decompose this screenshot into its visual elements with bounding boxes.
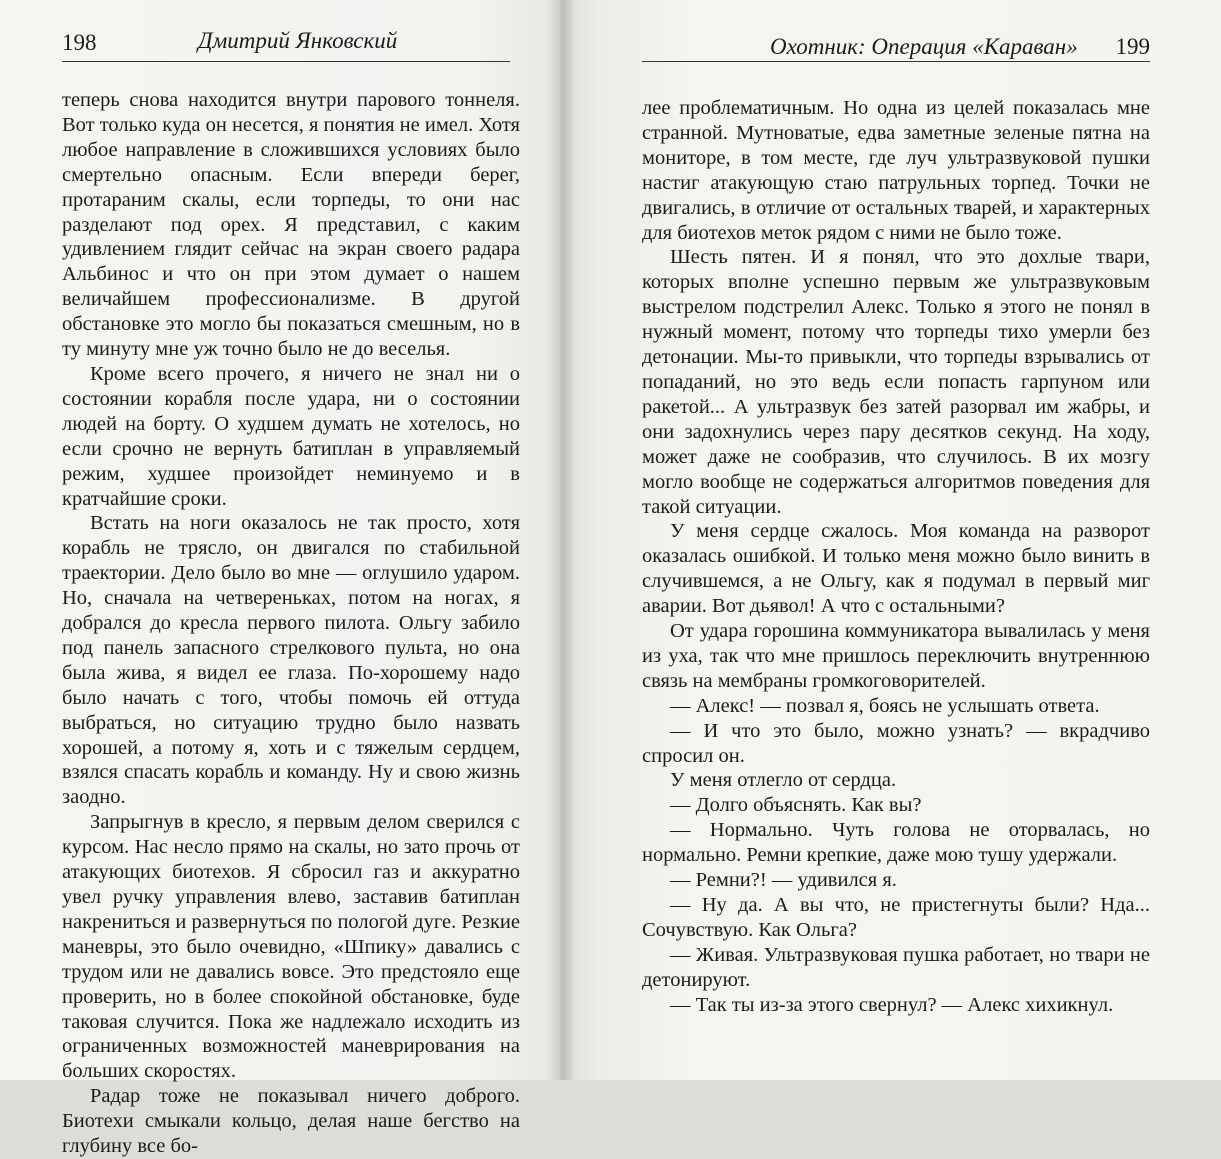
dialog-line: — И что это было, можно узнать? — вкрадчиво спросил он. <box>642 719 1150 767</box>
left-running-head <box>62 22 510 62</box>
right-running-head <box>642 22 1150 62</box>
left-page-number: 198 <box>62 30 97 55</box>
right-page <box>560 0 1221 1080</box>
paragraph: У меня отлегло от сердца. <box>670 769 897 792</box>
paragraph: лее проблематичным. Но одна из целей показалась мне странной. Мутноватые, едва заметные зеленые пятна на мониторе, в том месте, где луч ультразвуковой пушки настиг атакующую стаю патрульных торпед. Точки не двигались, в отличие от остальных тварей, и характерных для биотехов меток рядом с ними не было тоже. <box>642 97 1150 244</box>
paragraph: Шесть пятен. И я понял, что это дохлые твари, которых вполне успешно первым же ультразвуковым выстрелом подстрелил Алекс. Только я этого не понял в нужный момент, потому что торпеды тихо умерли без детонации. Мы-то привыкли, что торпеды взрывались от попаданий, но это ведь если попасть гарпуном или ракетой... А ультразвук без затей разорвал им жабры, и они задохнулись через пару десятков секунд. На ходу, может даже не сообразив, что случилось. В их мозгу могло вообще не содержаться алгоритмов поведения для такой ситуации. <box>642 246 1150 518</box>
paragraph: Встать на ноги оказалось не так просто, хотя корабль не трясло, он двигался по стабильной траектории. Дело было во мне — оглушило ударом. Но, сначала на четвереньках, потом на ногах, я добрался до кресла первого пилота. Ольгу забило под панель запасного стрелкового пульта, но она была жива, я видел ее глаза. По-хорошему надо было начать с того, чтобы помочь ей оттуда выбраться, но ситуацию трудно было назвать хорошей, а потому я, хоть и с тяжелым сердцем, взялся спасать корабль и команду. Ну и свою жизнь заодно. <box>62 512 520 809</box>
dialog-line: — Алекс! — позвал я, боясь не услышать ответа. <box>670 694 1100 717</box>
dialog-line: — Так ты из-за этого свернул? — Алекс хихикнул. <box>670 993 1114 1016</box>
dialog-line: — Ремни?! — удивился я. <box>670 869 897 892</box>
paragraph: Кроме всего прочего, я ничего не знал ни о состоянии корабля после удара, ни о состоянии людей на борту. О худшем думать не хотелось, но если срочно не вернуть батиплан в управляемый режим, худшее произойдет неминуемо и в кратчайшие сроки. <box>62 362 520 510</box>
dialog-line: — Ну да. А вы что, не пристегнуты были? Нда... Сочувствую. Как Ольга? <box>642 894 1150 941</box>
dialog-line: — Живая. Ультразвуковая пушка работает, но твари не детонируют. <box>642 943 1150 991</box>
paragraph: теперь снова находится внутри парового тоннеля. Вот только куда он несется, я понятия не имел. Хотя любое направление в сложившихся условиях было смертельно опасным. Если впереди берег, протараним скалы, если торпеды, то они нас разделают под орех. Я представил, с каким удивлением глядит сейчас на экран своего радара Альбинос и что он при этом думает о нашем величайшем профессионализме. В другой обстановке это могло бы показаться смешным, но в ту минуту мне уж точно было не до веселья. <box>62 89 520 361</box>
paragraph: От удара горошина коммуникатора вывалилась у меня из уха, так что мне пришлось переключить внутреннюю связь на мембраны громкоговорителей. <box>642 620 1150 692</box>
book-title: Охотник: Операция «Караван» <box>770 34 1078 59</box>
dialog-line: — Нормально. Чуть голова не оторвалась, но нормально. Ремни крепкие, даже мою тушу удержали. <box>642 819 1150 867</box>
right-page-number: 199 <box>1115 34 1150 59</box>
paragraph: Радар тоже не показывал ничего доброго. Биотехи смыкали кольцо, делая наше бегство на глубину все бо- <box>62 1085 520 1158</box>
dialog-line: — Долго объяснять. Как вы? <box>670 794 922 817</box>
left-body-text <box>62 88 520 1159</box>
author-name: Дмитрий Янковский <box>198 28 398 53</box>
right-body-text <box>642 96 1150 1018</box>
paragraph: Запрыгнув в кресло, я первым делом сверился с курсом. Нас несло прямо на скалы, но зато прочь от атакующих биотехов. Я сбросил газ и аккуратно увел ручку управления влево, заставив батиплан накрениться и развернуться по пологой дуге. Резкие маневры, это было очевидно, «Шпику» давались с трудом или не давались вовсе. Это предстояло еще проверить, но в более спокойной обстановке, буде таковая случится. Пока же надлежало исходить из ограниченных возможностей маневрирования на больших скоростях. <box>62 811 520 1083</box>
left-page <box>0 0 560 1158</box>
paragraph: У меня сердце сжалось. Моя команда на разворот оказалась ошибкой. И только меня можно было винить в случившемся, а не Ольгу, как я подумал в первый миг аварии. Вот дьявол! А что с остальными? <box>642 520 1150 618</box>
